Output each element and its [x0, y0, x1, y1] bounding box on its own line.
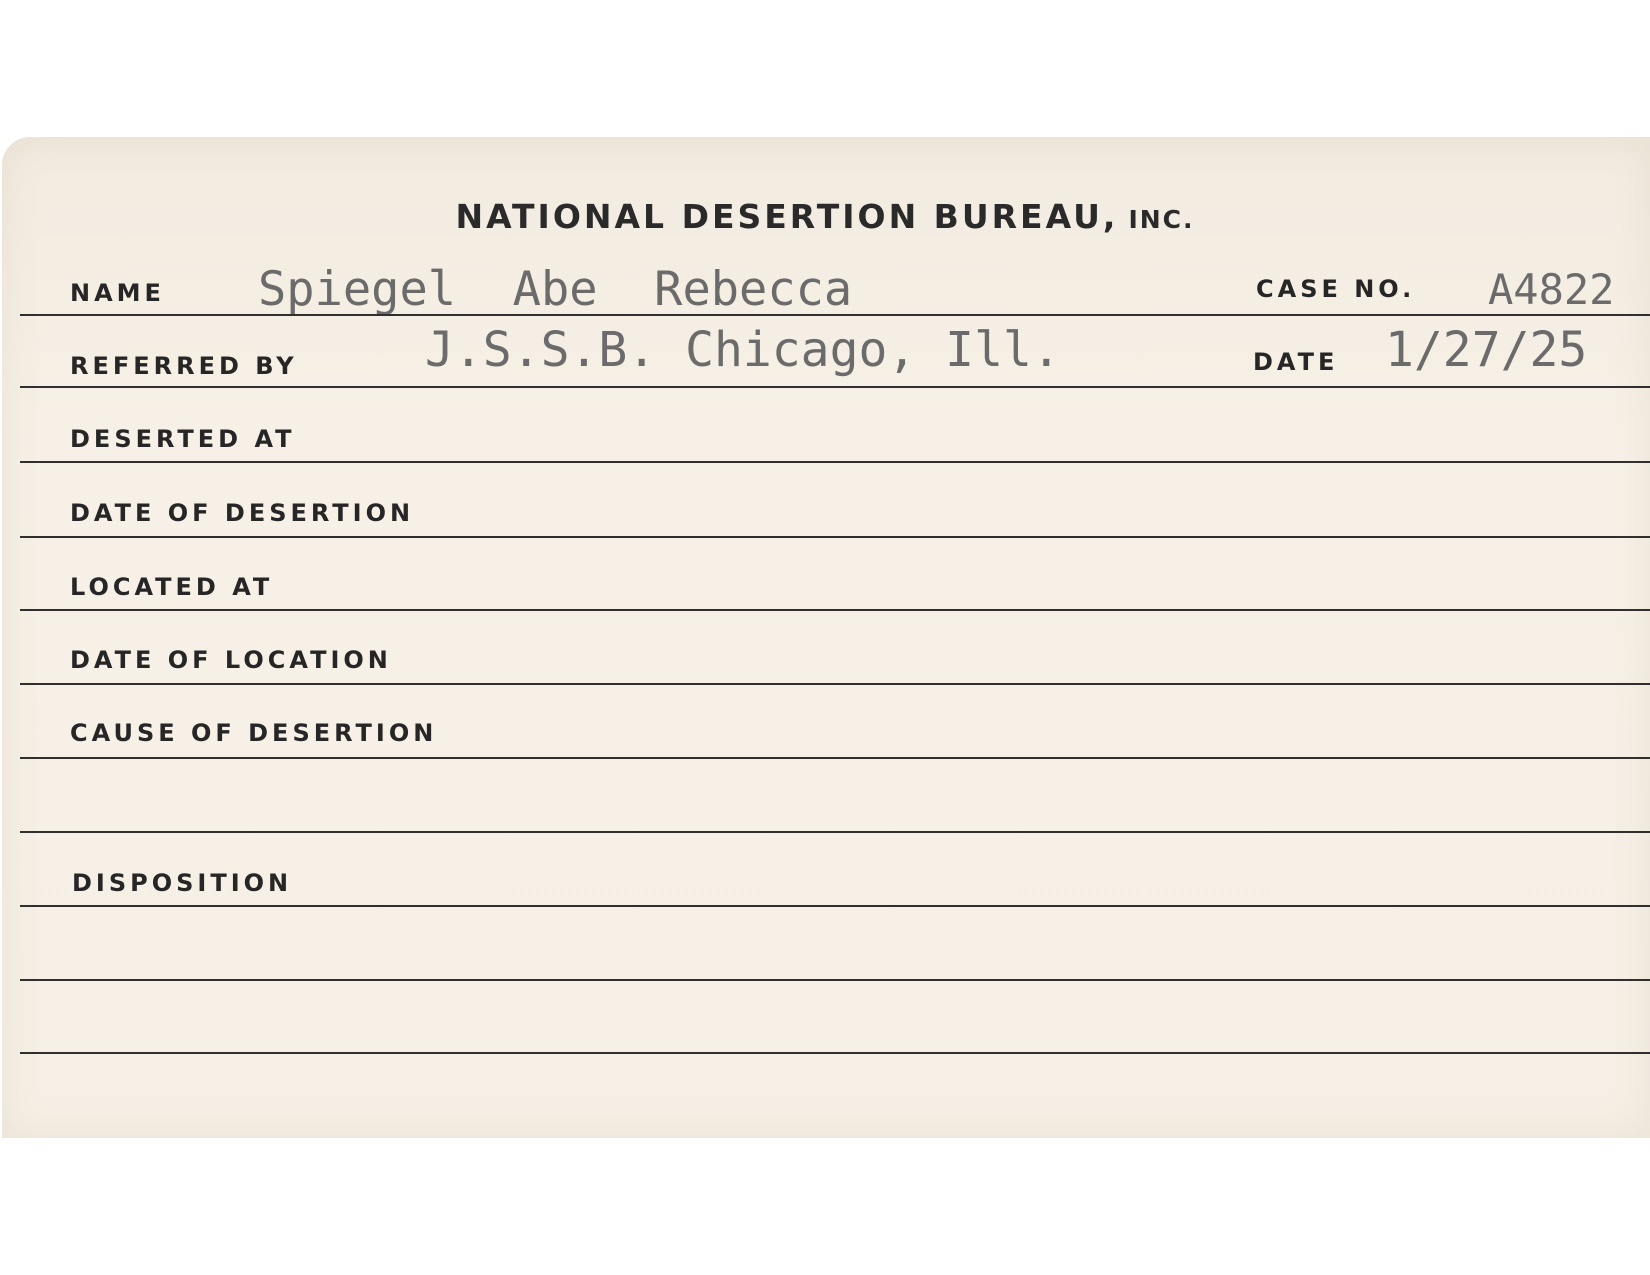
date-value: 1/27/25	[1385, 322, 1588, 378]
case-no-value: A4822	[1488, 265, 1615, 314]
rule-located-at	[20, 609, 1650, 611]
date-of-desertion-label: DATE OF DESERTION	[70, 499, 415, 527]
rule-deserted-at	[20, 461, 1650, 463]
cause-of-desertion-label: CAUSE OF DESERTION	[70, 719, 438, 747]
rule-referred-by	[20, 386, 1650, 388]
rule-disposition	[20, 905, 1650, 907]
case-no-label: CASE NO.	[1256, 275, 1416, 303]
disposition-label: DISPOSITION	[72, 869, 293, 897]
card-title-suffix: INC.	[1128, 205, 1195, 234]
name-value: Spiegel Abe Rebecca	[258, 262, 853, 317]
located-at-label: LOCATED AT	[70, 573, 274, 601]
referred-by-label: REFERRED BY	[70, 352, 298, 380]
card-title	[0, 197, 1650, 236]
deserted-at-label: DESERTED AT	[70, 425, 296, 453]
rule-cause-continuation	[20, 831, 1650, 833]
rule-disposition-continuation-2	[20, 1052, 1650, 1054]
card-title-main: NATIONAL DESERTION BUREAU,	[455, 197, 1119, 236]
name-label: NAME	[70, 279, 165, 307]
referred-by-value: J.S.S.B. Chicago, Ill.	[425, 322, 1061, 378]
rule-name	[20, 314, 1650, 316]
date-of-location-label: DATE OF LOCATION	[70, 646, 392, 674]
date-label: DATE	[1253, 348, 1339, 376]
rule-date-of-desertion	[20, 536, 1650, 538]
rule-cause-of-desertion	[20, 757, 1650, 759]
rule-disposition-continuation-1	[20, 979, 1650, 981]
rule-date-of-location	[20, 683, 1650, 685]
